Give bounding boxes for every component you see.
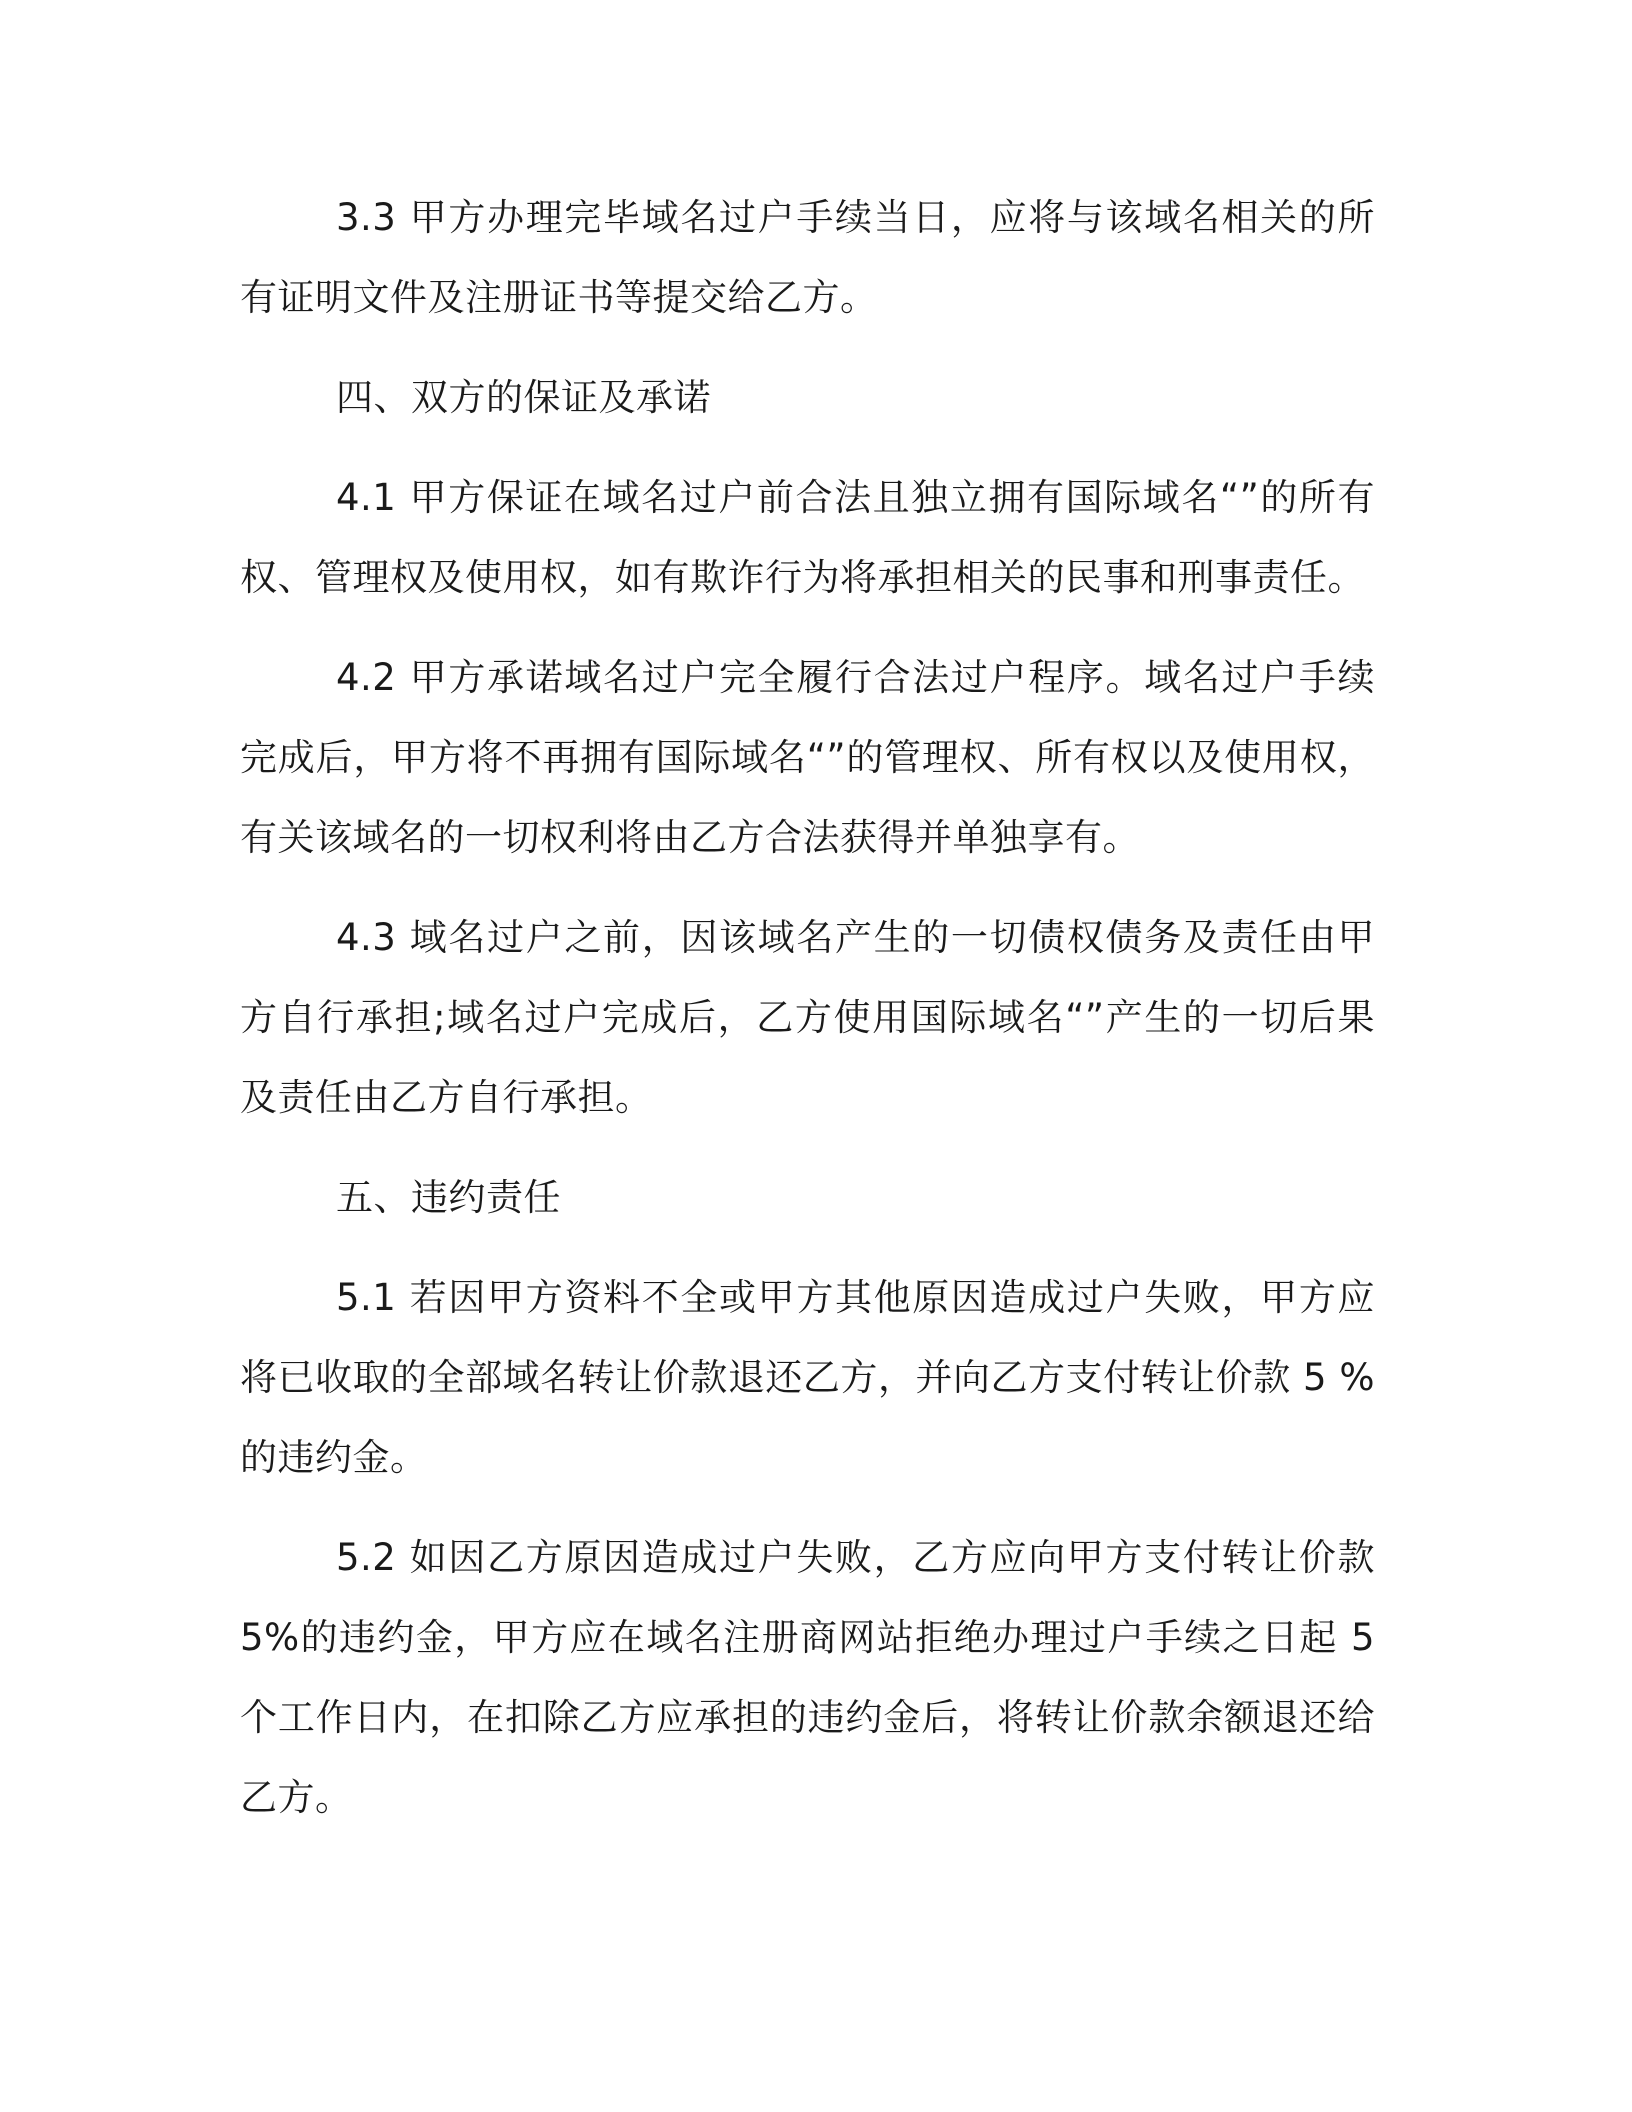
- clause-3-3: 3.3 甲方办理完毕域名过户手续当日，应将与该域名相关的所有证明文件及注册证书等提交给乙方。: [240, 196, 1375, 319]
- clause-4-1: 4.1 甲方保证在域名过户前合法且独立拥有国际域名“”的所有权、管理权及使用权，如有欺诈行为将承担相关的民事和刑事责任。: [240, 476, 1375, 599]
- clause-4-3: 4.3 域名过户之前，因该域名产生的一切债权债务及责任由甲方自行承担;域名过户完成后，乙方使用国际域名“”产生的一切后果及责任由乙方自行承担。: [240, 916, 1375, 1119]
- document-body: [240, 178, 1375, 1838]
- section-heading-4: 四、双方的保证及承诺: [336, 376, 711, 419]
- clause-5-1: 5.1 若因甲方资料不全或甲方其他原因造成过户失败，甲方应将已收取的全部域名转让价款退还乙方，并向乙方支付转让价款 5 %的违约金。: [240, 1276, 1375, 1479]
- clause-5-2: 5.2 如因乙方原因造成过户失败，乙方应向甲方支付转让价款5%的违约金，甲方应在域名注册商网站拒绝办理过户手续之日起 5 个工作日内，在扣除乙方应承担的违约金后，将转让价款余额退还给乙方。: [240, 1536, 1375, 1819]
- clause-4-2: 4.2 甲方承诺域名过户完全履行合法过户程序。域名过户手续完成后，甲方将不再拥有国际域名“”的管理权、所有权以及使用权，有关该域名的一切权利将由乙方合法获得并单独享有。: [240, 656, 1375, 859]
- section-heading-5: 五、违约责任: [336, 1176, 561, 1219]
